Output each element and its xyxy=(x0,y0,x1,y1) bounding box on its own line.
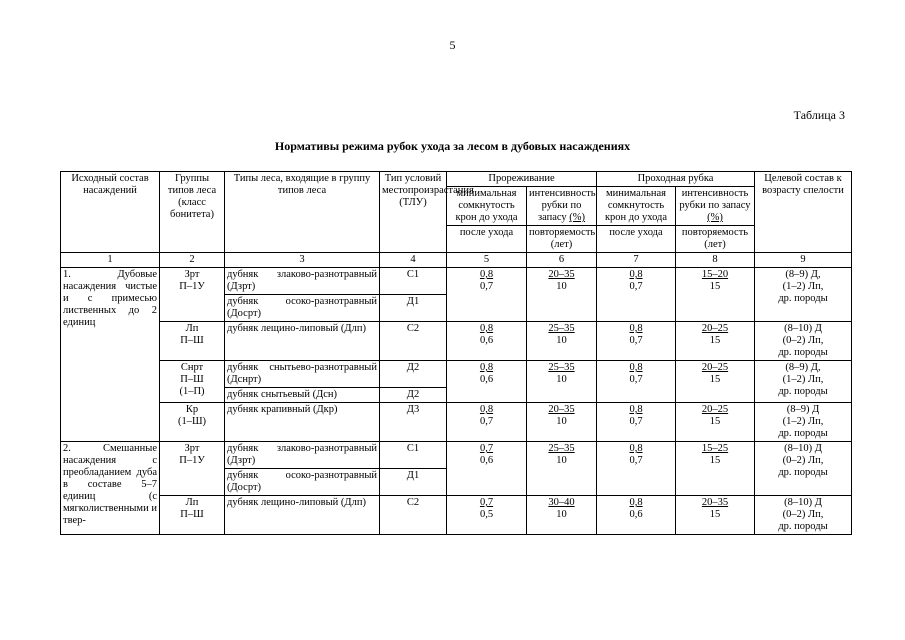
header-thinning: Прореживание xyxy=(447,172,597,187)
cell-value: др. породы xyxy=(778,467,828,478)
column-number: 5 xyxy=(447,253,527,268)
value-cell-v5 xyxy=(447,442,527,496)
forest-group-cell xyxy=(160,322,225,361)
forest-group-cell xyxy=(160,361,225,403)
cell-value: 20–35 xyxy=(548,269,575,280)
cell-value: П–Ш xyxy=(180,374,204,385)
cell-value: 0,8 xyxy=(629,404,643,415)
value-cell-v8 xyxy=(676,322,755,361)
cell-value: 20–25 xyxy=(701,323,729,334)
value-cell-v7 xyxy=(597,268,676,322)
cell-value: (1–2) Лп, xyxy=(782,281,824,292)
cell-value: др. породы xyxy=(778,386,828,397)
target-composition-cell xyxy=(755,268,852,322)
tlu-cell: Д1 xyxy=(380,469,447,496)
cell-value: 0,8 xyxy=(629,362,643,373)
tlu-cell: С1 xyxy=(380,442,447,469)
forest-type-cell: дубняк лещино-липовый (Длп) xyxy=(225,496,380,535)
cell-value: 15 xyxy=(709,509,721,520)
header-repeat: повторяемость (лет) xyxy=(676,226,755,253)
cell-value: 0,7 xyxy=(629,455,643,466)
value-cell-v6 xyxy=(527,361,597,403)
forest-type-cell: дубняк лещино-липовый (Длп) xyxy=(225,322,380,361)
cell-value: др. породы xyxy=(778,521,828,532)
cell-value: 15 xyxy=(709,455,721,466)
cell-value: 0,5 xyxy=(479,509,494,520)
tlu-cell: С2 xyxy=(380,322,447,361)
cell-value: Зрт xyxy=(184,269,200,280)
header-intensity: интенсивность рубки по запасу (%) xyxy=(676,187,755,226)
cell-value: 15 xyxy=(709,335,721,346)
cell-value: 0,6 xyxy=(629,509,643,520)
table-row xyxy=(61,496,852,535)
cell-value: Кр xyxy=(185,404,199,415)
column-number: 4 xyxy=(380,253,447,268)
tlu-cell: Д2 xyxy=(380,388,447,403)
forest-type-cell: дубняк снытьево-разнотравный (Дснрт) xyxy=(225,361,380,388)
cell-value: П–1У xyxy=(179,281,205,292)
page-number: 5 xyxy=(449,38,456,52)
norms-table xyxy=(60,171,852,535)
header-forest-groups: Группы типов леса (класс бонитета) xyxy=(160,172,225,253)
header-composition: Исходный состав насаждений xyxy=(61,172,160,253)
value-cell-v8 xyxy=(676,403,755,442)
cell-value: 0,7 xyxy=(629,335,643,346)
cell-value: 15 xyxy=(709,374,721,385)
value-cell-v7 xyxy=(597,361,676,403)
cell-value: (1–П) xyxy=(179,386,205,397)
cell-value: 0,8 xyxy=(629,443,643,454)
tlu-cell: Д1 xyxy=(380,295,447,322)
cell-value: (8–10) Д xyxy=(784,443,822,454)
column-number: 3 xyxy=(225,253,380,268)
cell-value: 0,8 xyxy=(479,269,494,280)
target-composition-cell xyxy=(755,403,852,442)
forest-group-cell xyxy=(160,268,225,322)
cell-value: 0,6 xyxy=(479,374,494,385)
table-row xyxy=(61,268,852,295)
value-cell-v6 xyxy=(527,403,597,442)
cell-value: 10 xyxy=(556,335,567,346)
cell-value: 0,7 xyxy=(629,281,643,292)
composition-cell: 1. Дубовые насаждения чистые и с примесью лиственных до 2 единиц xyxy=(61,268,160,442)
cell-value: 0,8 xyxy=(479,362,494,373)
cell-value: 0,8 xyxy=(629,497,643,508)
cell-value: 0,7 xyxy=(479,497,494,508)
header-passage-cutting: Проходная рубка xyxy=(597,172,755,187)
value-cell-v6 xyxy=(527,268,597,322)
forest-type-cell: дубняк снытьевый (Дсн) xyxy=(225,388,380,403)
target-composition-cell xyxy=(755,496,852,535)
cell-value: 0,6 xyxy=(479,335,494,346)
cell-value: 0,8 xyxy=(479,323,494,334)
table-row xyxy=(61,403,852,442)
table-label: Таблица 3 xyxy=(793,108,845,122)
forest-group-cell xyxy=(160,496,225,535)
forest-type-cell: дубняк крапивный (Дкр) xyxy=(225,403,380,442)
target-composition-cell xyxy=(755,322,852,361)
header-target-composition: Целевой состав к возрасту спелости xyxy=(755,172,852,253)
value-cell-v6 xyxy=(527,322,597,361)
column-number: 6 xyxy=(527,253,597,268)
tlu-cell: С2 xyxy=(380,496,447,535)
cell-value: др. породы xyxy=(778,293,828,304)
cell-value: 15–25 xyxy=(701,443,729,454)
cell-value: 10 xyxy=(556,281,567,292)
cell-value: П–1У xyxy=(179,455,205,466)
cell-value: (8–10) Д xyxy=(784,497,822,508)
tlu-cell: С1 xyxy=(380,268,447,295)
cell-value: 10 xyxy=(556,374,567,385)
target-composition-cell xyxy=(755,442,852,496)
value-cell-v6 xyxy=(527,496,597,535)
value-cell-v6 xyxy=(527,442,597,496)
cell-value: 15 xyxy=(709,281,721,292)
value-cell-v5 xyxy=(447,322,527,361)
forest-group-cell xyxy=(160,442,225,496)
header-intensity: интенсивность рубки по запасу (%) xyxy=(527,187,597,226)
header-forest-types: Типы леса, входящие в группу типов леса xyxy=(225,172,380,253)
value-cell-v5 xyxy=(447,361,527,403)
cell-value: Лп xyxy=(185,497,199,508)
cell-value: 0,7 xyxy=(479,443,494,454)
cell-value: (0–2) Лп, xyxy=(782,455,824,466)
cell-value: 20–35 xyxy=(701,497,729,508)
cell-value: 15–20 xyxy=(701,269,729,280)
cell-value: (8–10) Д xyxy=(784,323,822,334)
cell-value: 0,8 xyxy=(479,404,494,415)
cell-value: 25–35 xyxy=(548,362,575,373)
cell-value: (8–9) Д, xyxy=(785,362,821,373)
column-number: 1 xyxy=(61,253,160,268)
cell-value: 0,8 xyxy=(629,323,643,334)
cell-value: 0,7 xyxy=(479,416,494,427)
cell-value: др. породы xyxy=(778,347,828,358)
value-cell-v7 xyxy=(597,322,676,361)
forest-type-cell: дубняк осоко-разнотравный (Досрт) xyxy=(225,469,380,496)
header-repeat: повторяемость (лет) xyxy=(527,226,597,253)
cell-value: др. породы xyxy=(778,428,828,439)
table-row xyxy=(61,361,852,388)
cell-value: (1–Ш) xyxy=(177,416,207,427)
cell-value: 25–35 xyxy=(548,323,575,334)
column-number: 7 xyxy=(597,253,676,268)
value-cell-v5 xyxy=(447,496,527,535)
forest-type-cell: дубняк злаково-разнотравный (Дзрт) xyxy=(225,442,380,469)
cell-value: 0,7 xyxy=(479,281,494,292)
table-row xyxy=(61,322,852,361)
table-body xyxy=(61,268,852,535)
cell-value: 0,6 xyxy=(479,455,494,466)
value-cell-v8 xyxy=(676,268,755,322)
column-number: 9 xyxy=(755,253,852,268)
table-title: Нормативы режима рубок ухода за лесом в дубовых насаждениях xyxy=(274,139,631,153)
composition-cell: 2. Смешанные насаждения с преобладанием дуба в составе 5–7 единиц (с мягколиственными и твер- xyxy=(61,442,160,535)
cell-value: 20–35 xyxy=(548,404,575,415)
cell-value: Лп xyxy=(185,323,199,334)
header-after-care: после ухода xyxy=(597,226,676,253)
cell-value: 20–25 xyxy=(701,404,729,415)
cell-value: (8–9) Д, xyxy=(785,269,821,280)
cell-value: Снрт xyxy=(180,362,204,373)
header-min-density: минимальная сомкнутость крон до ухода xyxy=(597,187,676,226)
cell-value: 15 xyxy=(709,416,721,427)
cell-value: (0–2) Лп, xyxy=(782,335,824,346)
forest-group-cell xyxy=(160,403,225,442)
cell-value: 0,7 xyxy=(629,374,643,385)
tlu-cell: Д2 xyxy=(380,361,447,388)
cell-value: П–Ш xyxy=(180,509,204,520)
header-tlu: Тип условий местопроизрастания (ТЛУ) xyxy=(380,172,447,253)
cell-value: (0–2) Лп, xyxy=(782,509,824,520)
cell-value: Зрт xyxy=(184,443,200,454)
value-cell-v8 xyxy=(676,496,755,535)
header-after-care: после ухода xyxy=(447,226,527,253)
value-cell-v5 xyxy=(447,268,527,322)
value-cell-v8 xyxy=(676,361,755,403)
value-cell-v8 xyxy=(676,442,755,496)
table-row xyxy=(61,442,852,469)
tlu-cell: Д3 xyxy=(380,403,447,442)
cell-value: (1–2) Лп, xyxy=(782,416,824,427)
forest-type-cell: дубняк осоко-разнотравный (Досрт) xyxy=(225,295,380,322)
header-min-density: минимальная сомкнутость крон до ухода xyxy=(447,187,527,226)
cell-value: 0,7 xyxy=(629,416,643,427)
cell-value: 0,8 xyxy=(629,269,643,280)
cell-value: 10 xyxy=(556,416,567,427)
value-cell-v7 xyxy=(597,403,676,442)
cell-value: (1–2) Лп, xyxy=(782,374,824,385)
forest-type-cell: дубняк злаково-разнотравный (Дзрт) xyxy=(225,268,380,295)
cell-value: П–Ш xyxy=(180,335,204,346)
cell-value: 25–35 xyxy=(548,443,575,454)
target-composition-cell xyxy=(755,361,852,403)
cell-value: (8–9) Д xyxy=(786,404,820,415)
value-cell-v7 xyxy=(597,496,676,535)
value-cell-v7 xyxy=(597,442,676,496)
cell-value: 10 xyxy=(556,509,567,520)
cell-value: 20–25 xyxy=(701,362,729,373)
column-number: 8 xyxy=(676,253,755,268)
value-cell-v5 xyxy=(447,403,527,442)
column-number: 2 xyxy=(160,253,225,268)
cell-value: 30–40 xyxy=(548,497,575,508)
cell-value: 10 xyxy=(556,455,567,466)
